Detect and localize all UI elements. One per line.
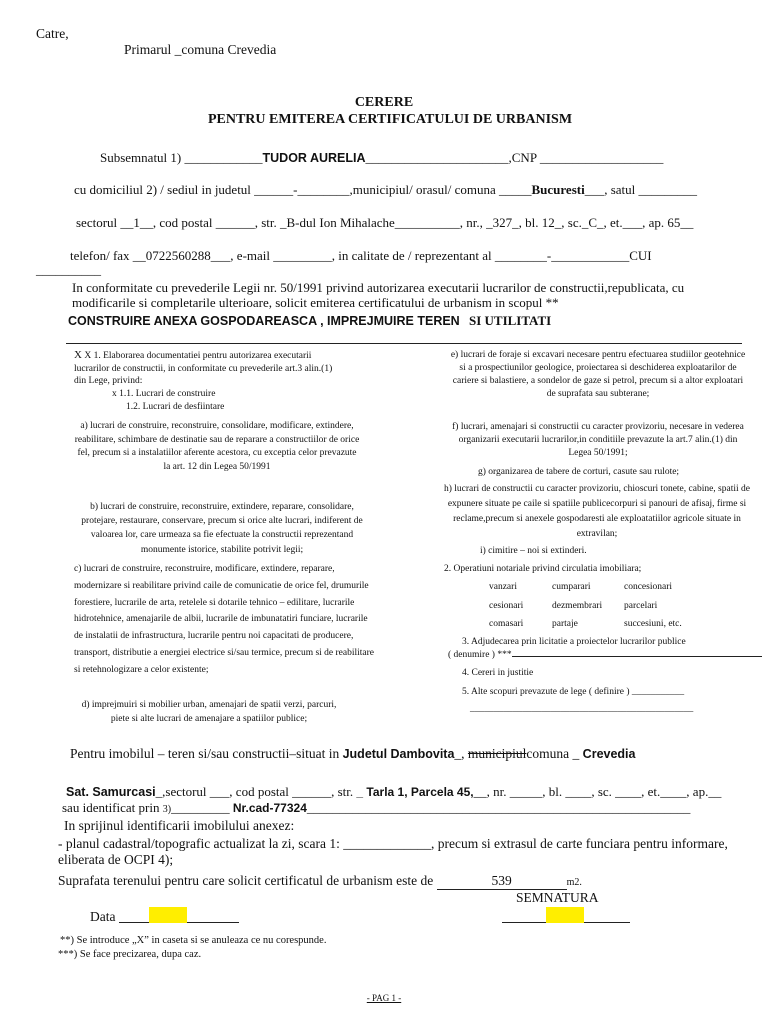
property-county: Judetul Dambovita — [342, 747, 455, 761]
annex-intro: In sprijinul identificarii imobilului anexez: — [64, 818, 295, 833]
applicant-address-line: cu domiciliul 2) / sediul in judetul ______-________,municipiul/ orasul/ comuna _____Bucuresti___, satul _________ — [74, 182, 698, 197]
op-partaje: partaje — [552, 619, 578, 629]
op-succesiuni: succesiuni, etc. — [624, 619, 682, 629]
footnote-1: **) Se introduce „X” in caseta si se anuleaza ce nu corespunde. — [60, 935, 327, 946]
applicant-name-line: Subsemnatul 1) ____________TUDOR AURELIA______________________,CNP ___________________ — [100, 150, 664, 165]
purpose-scope-line — [68, 313, 551, 329]
left-item-1: X X 1. Elaborarea documentatiei pentru autorizarea executarii lucrarilor de constructii, in conformitate cu prevederile art.3 alin.(1) din Lege, privind: — [74, 349, 333, 387]
property-ident-line: sau identificat prin 3)_________ Nr.cad-77324___________________________________________________________ — [62, 800, 691, 815]
right-item-3: 3. Adjudecarea prin licitatie a proiectelor lucrarilor publice — [462, 637, 686, 647]
addressee-label: Catre, — [36, 26, 69, 41]
op-vanzari: vanzari — [489, 582, 517, 592]
signature-label: SEMNATURA — [516, 890, 599, 905]
applicant-sector-line: sectorul __1__, cod postal ______, str. _B-dul Ion Mihalache__________, nr., _327_, bl. 12_, sc._C_, et.___, ap. 65__ — [76, 215, 694, 230]
right-item-3-name: ( denumire ) *** — [448, 649, 762, 662]
divider — [66, 343, 742, 344]
property-street: _ Tarla 1, Parcela 45, — [356, 785, 474, 799]
annex-plan: - planul cadastral/topografic actualizat la zi, scara 1: _____________, precum si extrasul de carte funciara pentru informare, eliberata de OCPI 4); — [58, 836, 728, 867]
op-dezmembrari: dezmembrari — [552, 601, 603, 611]
addressee-mayor: Primarul _comuna Crevedia — [124, 42, 277, 57]
op-concesionari: concesionari — [624, 582, 673, 592]
right-item-4: 4. Cereri in justitie — [462, 668, 534, 678]
page-number: - PAG 1 - — [366, 993, 402, 1003]
right-item-e: e) lucrari de foraje si excavari necesare pentru efectuarea studiilor geotehnice si a prospectiunilor geologice, proiectarea si deschiderea exploatarilor de cariere si balastiere, a sondelor de gaze si petrol, precum si a altor exploatari de suprafata sau subterane; — [450, 350, 746, 399]
op-comasari: comasari — [489, 619, 524, 629]
footnote-2: ***) Se face precizarea, dupa caz. — [58, 949, 202, 960]
surface-unit: m2. — [566, 877, 582, 888]
left-item-c: c) lucrari de construire, reconstruire, modificare, extindere, reparare, modernizare si reabilitare privind caile de comunicatie de orice fel, drumurile forestiere, lucrarile de arta, retelele si dotarile tehnico – edilitare, lucrarile hidrotehnice, amenajarile de albii, lucrarile de imbunatatiri funciare, lucrarile de instalatii de infrastructura, lucrarile pentru noi capacitati de producere, transport, distributie a energiei electrice si/sau termice, precum si de reabilitare si retehnologizare a celor existente; — [74, 564, 375, 675]
left-item-b: b) lucrari de construire, reconstruire, extindere, reparare, consolidare, protejare, restaurare, conservare, precum si orice alte lucrari, indiferent de valoarea lor, care urmeaza sa fie efectuate la constructii reprezentand monumente istorice, stabilite potrivit legii; — [81, 502, 363, 555]
right-item-f: f) lucrari, amenajari si constructii cu caracter provizoriu, necesare in vederea organizarii executarii lucrarilor,in conditiile prevazute la art.7 alin.(1) din Legea 50/1991; — [452, 422, 744, 458]
signature-highlight — [546, 907, 584, 923]
left-item-d: d) imprejmuiri si mobilier urban, amenajari de spatii verzi, parcuri, piete si alte lucrari de amenajare a spatiilor publice; — [81, 700, 337, 724]
property-municipiul: municipiul — [467, 746, 527, 761]
purpose-scope-tail: SI UTILITATI — [468, 313, 552, 328]
right-item-2: 2. Operatiuni notariale privind circulatia imobiliara; — [444, 564, 642, 574]
property-address-line: Sat. Samurcasi_,sectorul ___, cod postal ______, str. _ Tarla 1, Parcela 45,__, nr. _____, bl. ____, sc. ____, et.____, ap.__ — [66, 784, 722, 799]
right-item-g: g) organizarea de tabere de corturi, casute sau rulote; — [478, 467, 680, 477]
date-highlight — [149, 907, 187, 923]
op-parcelari: parcelari — [624, 601, 658, 611]
property-cadastral-number: Nr.cad-77324 — [232, 801, 307, 815]
signature-line — [502, 908, 630, 927]
property-village: Sat. Samurcasi — [66, 785, 156, 799]
applicant-cui-line: __________ — [36, 262, 101, 277]
left-item-1-2: 1.2. Lucrari de desfiintare — [126, 402, 225, 412]
property-location-line: Pentru imobilul – teren si/sau constructii–situat in Judetul Dambovita_, municipiulcomuna _ Crevedia — [70, 746, 636, 761]
applicant-name: TUDOR AURELIA — [262, 151, 366, 165]
form-subtitle: PENTRU EMITEREA CERTIFICATULUI DE URBANISM — [207, 112, 573, 127]
right-item-h: h) lucrari de constructii cu caracter provizoriu, chioscuri tonete, cabine, spatii de expunere situate pe caile si spatiile publicecorpuri si panouri de afisaj, firme si reclame,precum si anexele gospodaresti ale exploatatiilor agricole situate in extravilan; — [444, 484, 750, 539]
left-item-a: a) lucrari de construire, reconstruire, consolidare, modificare, extindere, reabilitare, schimbare de destinatie sau de reparare a constructiilor de orice fel, precum si a instalatiilor aferente acestora, cu exceptia celor prevazute la art. 12 din Legea 50/1991 — [74, 421, 360, 472]
op-cesionari: cesionari — [489, 601, 524, 611]
surface-value: 539 — [491, 873, 512, 888]
left-item-1-1: x 1.1. Lucrari de construire — [112, 389, 216, 399]
form-title: CERERE — [354, 95, 414, 110]
purpose-intro: In conformitate cu prevederile Legii nr. 50/1991 privind autorizarea executarii lucrarilor de constructii,republicata, cu modificarile si completarile ulterioare, solicit emiterea certificatului de urbanism in scopul ** — [72, 280, 685, 310]
right-item-5: 5. Alte scopuri prevazute de lege ( definire ) ___________ — [462, 687, 685, 697]
purpose-scope: CONSTRUIRE ANEXA GOSPODAREASCA , IMPREJMUIRE TEREN — [68, 314, 460, 328]
property-comuna: Crevedia — [582, 747, 636, 761]
right-item-i: i) cimitire – noi si extinderi. — [480, 546, 587, 556]
surface-line: Suprafata terenului pentru care solicit certificatul de urbanism este de 539 m2. — [58, 873, 582, 888]
op-cumparari: cumparari — [552, 582, 591, 592]
applicant-contact-line: telefon/ fax __0722560288___, e-mail _________, in calitate de / reprezentant al ________-____________CUI — [70, 248, 652, 263]
right-item-5-blank: _______________________________________________ — [470, 704, 694, 714]
date-line: Data — [90, 908, 239, 925]
applicant-city: Bucuresti — [531, 182, 585, 197]
